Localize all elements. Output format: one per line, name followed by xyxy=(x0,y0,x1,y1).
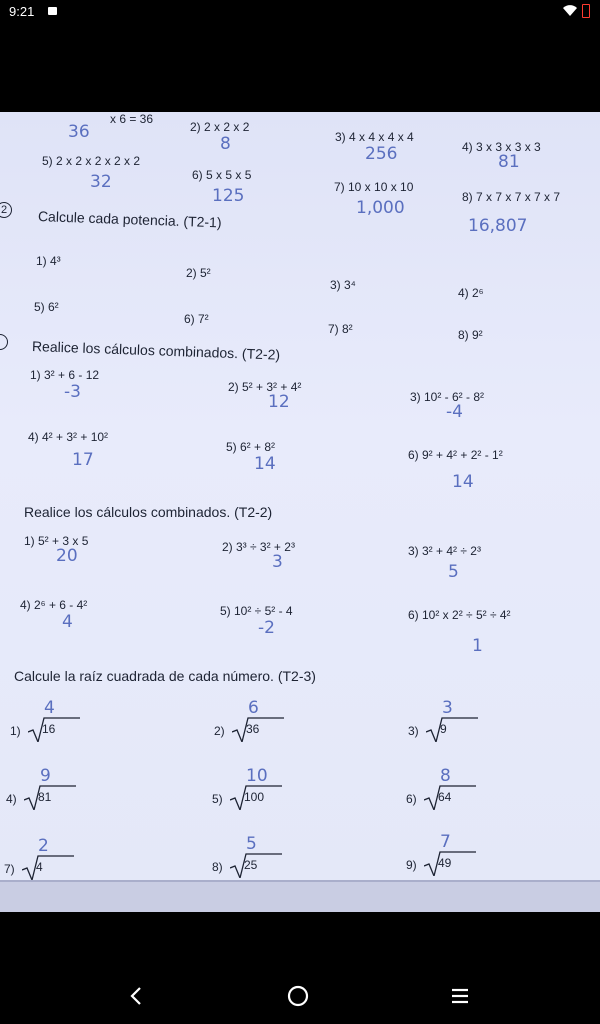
section-5-title: Calcule la raíz cuadrada de cada número. (T2-3) xyxy=(14,668,316,684)
combo-b-answer-5: -2 xyxy=(258,618,275,638)
combo-a-answer-6: 14 xyxy=(452,472,474,492)
problem-5-answer: 32 xyxy=(90,172,112,192)
combo-b-answer-1: 20 xyxy=(56,546,78,566)
problem-8-text: 8) 7 x 7 x 7 x 7 x 7 xyxy=(462,190,561,204)
battery-icon xyxy=(582,4,590,18)
radical-sign xyxy=(22,854,74,880)
power-item-4: 4) 2⁶ xyxy=(458,286,484,300)
combo-b-answer-6: 1 xyxy=(472,636,483,656)
combo-a-answer-1: -3 xyxy=(64,382,81,402)
navigation-bar xyxy=(0,968,600,1024)
problem-3-text: 3) 4 x 4 x 4 x 4 xyxy=(335,130,414,144)
status-bar xyxy=(0,0,600,24)
power-item-2: 2) 5² xyxy=(186,266,211,280)
problem-4-answer: 81 xyxy=(498,152,520,172)
problem-7-text: 7) 10 x 10 x 10 xyxy=(334,180,414,194)
problem-6-answer: 125 xyxy=(212,186,245,206)
combo-b-item-2: 2) 3³ ÷ 3² + 2³ xyxy=(222,540,295,554)
power-item-8: 8) 9² xyxy=(458,328,483,342)
power-item-5: 5) 6² xyxy=(34,300,59,314)
worksheet-photo: x 6 = 36 36 2) 2 x 2 x 2 8 3) 4 x 4 x 4 x 4 256 4) 3 x 3 x 3 x 3 81 5) 2 x 2 x 2 x 2 x 2 32 6) 5 x 5 x 5 125 7) 10 x 10 x 10 1,000 8) 7 x 7 x 7 x 7 x 7 16,807 2 Calcule cada potencia. (T2-1) 1) 4³ 2) 5² 3) 3⁴ 4) 2⁶ 5) 6² 6) 7² 7) 8² 8) 9² Realice los cálculos combinados. (T2-2) 1) 3² + 6 - 12 -3 2) 5² + 3² + 4² 12 3) 10² - 6² - 8² -4 4) 4² + 3² + 10² 17 5) 6² + 8² 14 6) 9² + 4² + 2² - 1² 14 Realice los cálculos combinados. (T2-2) 1) 5² + 3 x 5 20 2) 3³ ÷ 3² + 2³ 3 3) 3² + 4² ÷ 2³ 5 4) 2⁶ + 6 - 4² 4 5) 10² ÷ 5² - 4 -2 6) 10² x 2² ÷ 5² ÷ 4² 1 Calcule la raíz cuadrada de cada número. (T2-3) 1) 16 4 2) 36 6 3) 9 3 4) 81 9 5) 100 10 6) 64 8 7) 4 2 8) 25 5 9) 49 7 xyxy=(0,112,600,912)
combo-a-item-6: 6) 9² + 4² + 2² - 1² xyxy=(408,448,503,462)
combo-b-answer-3: 5 xyxy=(448,562,459,582)
combo-a-answer-4: 17 xyxy=(72,450,94,470)
combo-a-item-3: 3) 10² - 6² - 8² xyxy=(410,390,485,404)
problem-2-text: 2) 2 x 2 x 2 xyxy=(190,120,250,134)
section-2-number: 2 xyxy=(0,202,12,218)
problem-8-answer: 16,807 xyxy=(468,216,528,236)
section-3-title: Realice los cálculos combinados. (T2-2) xyxy=(31,338,281,363)
problem-3-answer: 256 xyxy=(365,144,398,164)
section-4-title: Realice los cálculos combinados. (T2-2) xyxy=(24,504,273,520)
problem-4-text: 4) 3 x 3 x 3 x 3 xyxy=(462,140,541,154)
power-item-6: 6) 7² xyxy=(184,312,209,326)
combo-b-item-3: 3) 3² + 4² ÷ 2³ xyxy=(408,544,481,558)
menu-icon[interactable] xyxy=(444,980,476,1012)
wifi-icon xyxy=(562,2,578,18)
problem-5-text: 5) 2 x 2 x 2 x 2 x 2 xyxy=(42,154,141,168)
combo-b-item-4: 4) 2⁶ + 6 - 4² xyxy=(20,598,88,612)
power-item-3: 3) 3⁴ xyxy=(330,278,356,292)
problem-6-text: 6) 5 x 5 x 5 xyxy=(192,168,252,182)
combo-b-item-6: 6) 10² x 2² ÷ 5² ÷ 4² xyxy=(408,608,511,622)
problem-1-answer: 36 xyxy=(68,122,90,142)
power-item-1: 1) 4³ xyxy=(36,254,61,268)
combo-b-item-1: 1) 5² + 3 x 5 xyxy=(24,534,89,548)
combo-b-answer-4: 4 xyxy=(62,612,73,632)
problem-2-answer: 8 xyxy=(220,134,231,154)
section-3-marker xyxy=(0,334,8,350)
combo-b-item-5: 5) 10² ÷ 5² - 4 xyxy=(220,604,293,618)
home-icon[interactable] xyxy=(282,980,314,1012)
radical-sign xyxy=(426,716,478,742)
back-icon[interactable] xyxy=(120,980,152,1012)
status-time: 9:21 xyxy=(9,4,35,19)
notification-icon xyxy=(48,7,57,15)
combo-a-item-2: 2) 5² + 3² + 4² xyxy=(228,380,302,394)
combo-b-answer-2: 3 xyxy=(272,552,283,572)
combo-a-item-1: 1) 3² + 6 - 12 xyxy=(30,368,100,382)
combo-a-item-4: 4) 4² + 3² + 10² xyxy=(28,430,109,444)
section-2-title: Calcule cada potencia. (T2-1) xyxy=(37,208,222,231)
combo-a-answer-2: 12 xyxy=(268,392,290,412)
combo-a-answer-3: -4 xyxy=(446,402,463,422)
problem-1-text: x 6 = 36 xyxy=(110,112,154,126)
power-item-7: 7) 8² xyxy=(328,322,353,336)
combo-a-answer-5: 14 xyxy=(254,454,276,474)
problem-7-answer: 1,000 xyxy=(356,198,405,218)
combo-a-item-5: 5) 6² + 8² xyxy=(226,440,276,454)
